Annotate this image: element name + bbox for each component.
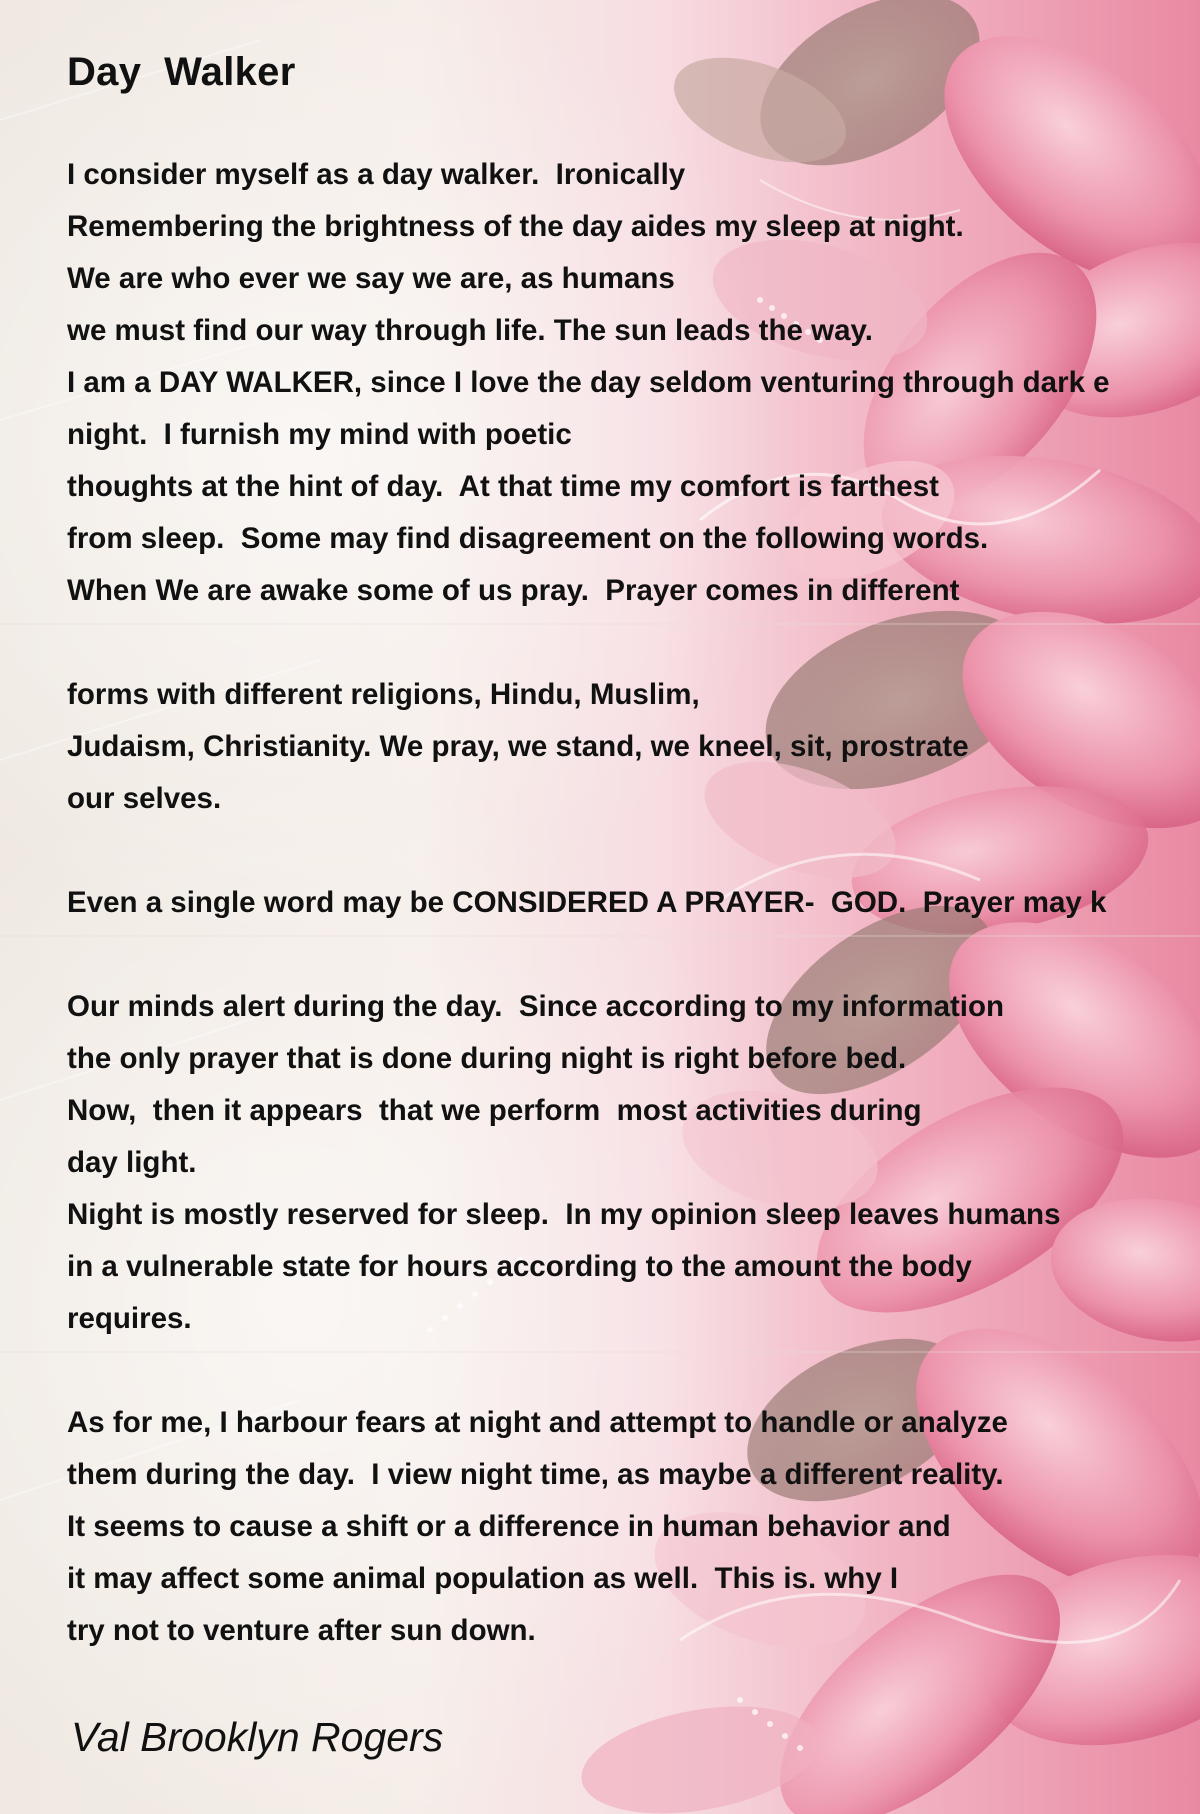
poem-line: Now, then it appears that we perform most activities during <box>67 1094 922 1127</box>
poem-title: Day Walker <box>67 50 296 94</box>
poem-line: in a vulnerable state for hours according to the amount the body <box>67 1250 972 1283</box>
poem-line: we must find our way through life. The sun leads the way. <box>67 314 873 347</box>
poem-line: the only prayer that is done during night is right before bed. <box>67 1042 907 1075</box>
poem-line: our selves. <box>67 782 222 815</box>
poem-line: them during the day. I view night time, as maybe a different reality. <box>67 1458 1004 1491</box>
poem-line: Our minds alert during the day. Since according to my information <box>67 990 1005 1023</box>
poem-line: Night is mostly reserved for sleep. In my opinion sleep leaves humans <box>67 1198 1061 1231</box>
poem-line: Even a single word may be CONSIDERED A PRAYER- GOD. Prayer may k <box>67 886 1107 919</box>
poem-line: I am a DAY WALKER, since I love the day seldom venturing through dark e <box>67 366 1110 399</box>
poem-line: I consider myself as a day walker. Ironically <box>67 158 686 191</box>
poem-line: requires. <box>67 1302 192 1335</box>
poem-line: try not to venture after sun down. <box>67 1614 536 1647</box>
poem-author: Val Brooklyn Rogers <box>71 1714 444 1760</box>
poem-line: night. I furnish my mind with poetic <box>67 418 572 451</box>
poem-line: As for me, I harbour fears at night and attempt to handle or analyze <box>67 1406 1008 1439</box>
poem-line: When We are awake some of us pray. Prayer comes in different <box>67 574 960 607</box>
poem-line: It seems to cause a shift or a difference in human behavior and <box>67 1510 951 1543</box>
poem-line: Judaism, Christianity. We pray, we stand, we kneel, sit, prostrate <box>67 730 969 763</box>
poem-line: forms with different religions, Hindu, Muslim, <box>67 678 700 711</box>
poem-line: from sleep. Some may find disagreement on the following words. <box>67 522 989 555</box>
poem-line: it may affect some animal population as well. This is. why I <box>67 1562 899 1595</box>
poem-line: We are who ever we say we are, as humans <box>67 262 675 295</box>
poem-line: day light. <box>67 1146 197 1179</box>
poem-line: Remembering the brightness of the day aides my sleep at night. <box>67 210 964 243</box>
poem-content <box>67 0 1200 1814</box>
poem-line: thoughts at the hint of day. At that time my comfort is farthest <box>67 470 939 503</box>
